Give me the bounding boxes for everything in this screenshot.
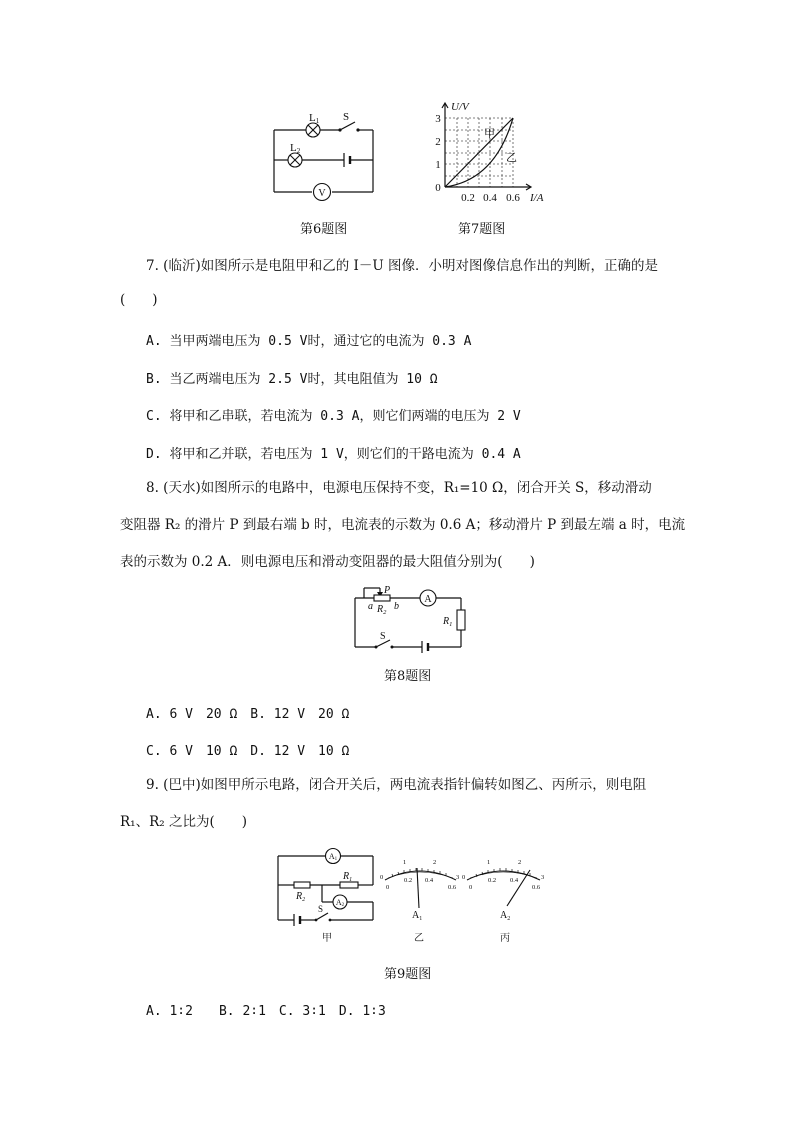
svg-text:A1: $A_1$ — [412, 910, 423, 922]
switch-label: S — [380, 631, 386, 642]
label-bing: 丙 — [500, 933, 510, 944]
x-axis-label: I/A — [530, 192, 544, 204]
voltmeter-label: V — [318, 188, 326, 199]
series-jia-label: 甲 — [484, 128, 495, 140]
svg-text:R2: $R_2$ — [296, 891, 306, 903]
svg-text:0.2: 0.2 — [461, 192, 475, 204]
slider-p-label: P — [384, 585, 391, 596]
svg-text:A: A — [424, 594, 432, 605]
svg-text:3: 3 — [541, 874, 545, 881]
svg-text:0: 0 — [380, 874, 384, 881]
svg-text:A2: $A_2$ — [500, 910, 511, 922]
figure-7-caption: 第7题图 — [458, 222, 506, 237]
meter-bing-needle — [507, 870, 530, 906]
svg-text:2: 2 — [433, 859, 437, 866]
meter-yi-needle — [417, 868, 419, 908]
svg-text:1: 1 — [403, 859, 407, 866]
svg-text:A1: A1 — [328, 852, 338, 862]
svg-text:R1: $R_1$ — [343, 871, 353, 883]
meter-bing — [462, 859, 544, 944]
y-axis-label: U/V — [451, 101, 469, 113]
svg-text:A2: A2 — [335, 898, 345, 908]
question-9-stem-line-1: 9. (巴中)如图甲所示电路，闭合开关后，两电流表指针偏转如图乙、丙所示，则电阻 — [146, 777, 647, 793]
series-yi-label: 乙 — [506, 152, 517, 164]
end-a-label: a — [368, 601, 373, 612]
question-9-options-row: A. 1∶2 B. 2∶1 C. 3∶1 D. 1∶3 — [146, 1004, 386, 1019]
question-7-option-d: D. 将甲和乙并联，若电压为 1 V，则它们的干路电流为 0.4 A — [146, 447, 521, 462]
battery-icon — [294, 914, 300, 926]
figure-6-caption: 第6题图 — [300, 222, 348, 237]
switch-label: S — [343, 111, 350, 123]
svg-text:0: 0 — [435, 182, 441, 194]
svg-text:2: 2 — [435, 136, 441, 148]
r1-label: $R_1$ — [443, 616, 453, 628]
r2-label: $R_2$ — [377, 604, 387, 616]
svg-text:0.6: 0.6 — [448, 884, 457, 891]
svg-text:0.4: 0.4 — [483, 192, 497, 204]
question-7-stem: 7. (临沂)如图所示是电阻甲和乙的 I－U 图像．小明对图像信息作出的判断，正确的是 — [146, 258, 658, 274]
svg-text:1: 1 — [435, 159, 441, 171]
label-jia: 甲 — [322, 933, 332, 944]
svg-text:2: 2 — [518, 859, 522, 866]
svg-text:0.4: 0.4 — [510, 877, 519, 884]
svg-text:1: 1 — [487, 859, 491, 866]
svg-text:S: S — [318, 904, 324, 914]
svg-text:0.6: 0.6 — [506, 192, 520, 204]
figure-9-caption: 第9题图 — [384, 967, 432, 982]
l1-label: L1 — [309, 112, 320, 125]
l2-label: L2 — [290, 142, 301, 155]
question-8-options-row-1: A. 6 V 20 Ω B. 12 V 20 Ω — [146, 707, 350, 722]
question-8-stem-line-1: 8. (天水)如图所示的电路中，电源电压保持不变，R₁=10 Ω，闭合开关 S，移动滑动 — [146, 480, 652, 496]
svg-text:0.2: 0.2 — [404, 877, 413, 884]
question-8-stem-line-2: 变阻器 R₂ 的滑片 P 到最右端 b 时，电流表的示数为 0.6 A；移动滑片 P 到最左端 a 时，电流 — [120, 517, 686, 533]
question-8-stem-line-3: 表的示数为 0.2 A．则电源电压和滑动变阻器的最大阻值分别为( ) — [120, 554, 535, 570]
svg-text:0.2: 0.2 — [488, 877, 497, 884]
svg-text:0: 0 — [469, 884, 473, 891]
svg-text:0.6: 0.6 — [532, 884, 541, 891]
question-7-option-b: B. 当乙两端电压为 2.5 V时，其电阻值为 10 Ω — [146, 372, 438, 387]
question-7-answer-blank: ( ) — [120, 292, 158, 308]
svg-text:0.4: 0.4 — [425, 877, 434, 884]
svg-text:0: 0 — [386, 884, 390, 891]
resistor-r2-icon — [294, 882, 310, 888]
svg-text:3: 3 — [435, 113, 441, 125]
svg-text:3: 3 — [456, 874, 460, 881]
end-b-label: b — [394, 601, 399, 612]
question-7-option-a: A. 当甲两端电压为 0.5 V时，通过它的电流为 0.3 A — [146, 334, 472, 349]
svg-text:0: 0 — [462, 874, 466, 881]
question-7-option-c: C. 将甲和乙串联，若电流为 0.3 A，则它们两端的电压为 2 V — [146, 409, 521, 424]
meter-yi — [380, 859, 459, 944]
label-yi: 乙 — [414, 933, 424, 944]
figure-8-caption: 第8题图 — [384, 669, 432, 684]
question-9-stem-line-2: R₁、R₂ 之比为( ) — [120, 814, 247, 830]
question-8-options-row-2: C. 6 V 10 Ω D. 12 V 10 Ω — [146, 744, 350, 759]
